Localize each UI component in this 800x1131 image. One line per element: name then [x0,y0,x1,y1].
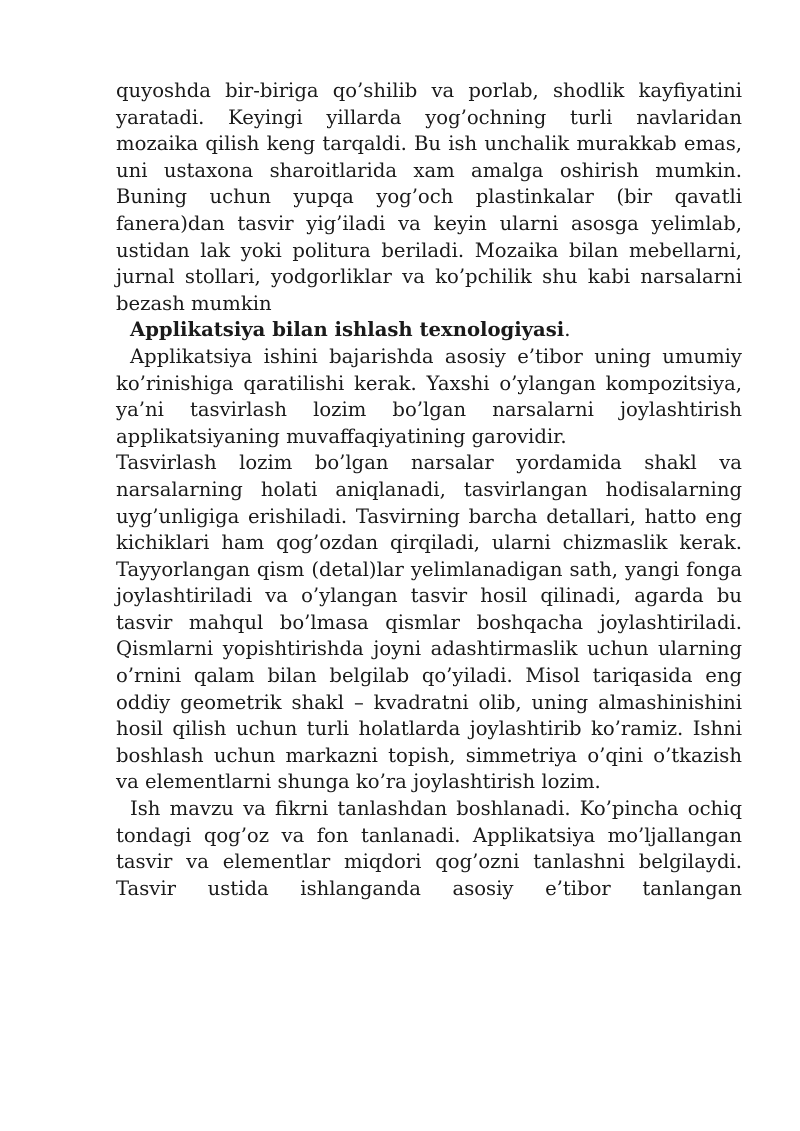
document-page [116,78,742,902]
section-heading-text: Applikatsiya bilan ishlash texnologiyasi [130,318,565,342]
section-heading-period: . [564,318,571,342]
body-paragraph: Ish mavzu va fikrni tanlashdan boshlanadi. Ko’pincha ochiq tondagi qog’oz va fon tanlanadi. Applikatsiya mo’ljallangan tasvir va elementlar miqdori qog’ozni tanlashni belgilaydi. Tasvir ustida ishlanganda asosiy e’tibor tanlangan [116,797,742,900]
body-paragraph: Applikatsiya ishini bajarishda asosiy e’tibor uning umumiy ko’rinishiga qaratilishi kerak. Yaxshi o’ylangan kompozitsiya, ya’ni tasvirlash lozim bo’lgan narsalarni joylashtirish applikatsiyaning muvaffaqiyatining garovidir. [116,344,742,448]
section-heading [116,317,742,344]
body-paragraph: quyoshda bir-biriga qo’shilib va porlab, shodlik kayfiyatini yaratadi. Keyingi yillarda yog’ochning turli navlaridan mozaika qilish keng tarqaldi. Bu ish unchalik murakkab emas, uni ustaxona sharoitlarida xam amalga oshirish mumkin. Buning uchun yupqa yog’och plastinkalar (bir qavatli fanera)dan tasvir yig’iladi va keyin ularni asosga yelimlab, ustidan lak yoki politura beriladi. Mozaika bilan mebellarni, jurnal stollari, yodgorliklar va ko’pchilik shu kabi narsalarni bezash mumkin [116,79,742,315]
body-paragraph: Tasvirlash lozim bo’lgan narsalar yordamida shakl va narsalarning holati aniqlanadi, tasvirlangan hodisalarning uyg’unligiga erishiladi. Tasvirning barcha detallari, hatto eng kichiklari ham qog’ozdan qirqiladi, ularni chizmaslik kerak. Tayyorlangan qism (detal)lar yelimlanadigan sath, yangi fonga joylashtiriladi va o’ylangan tasvir hosil qilinadi, agarda bu tasvir mahqul bo’lmasa qismlar boshqacha joylashtiriladi. Qismlarni yopishtirishda joyni adashtirmaslik uchun ularning o’rnini qalam bilan belgilab qo’yiladi. Misol tariqasida eng oddiy geometrik shakl – kvadratni olib, uning almashinishini hosil qilish uchun turli holatlarda joylashtirib ko’ramiz. Ishni boshlash uchun markazni topish, simmetriya o’qini o’tkazish va elementlarni shunga ko’ra joylashtirish lozim. [116,451,742,794]
